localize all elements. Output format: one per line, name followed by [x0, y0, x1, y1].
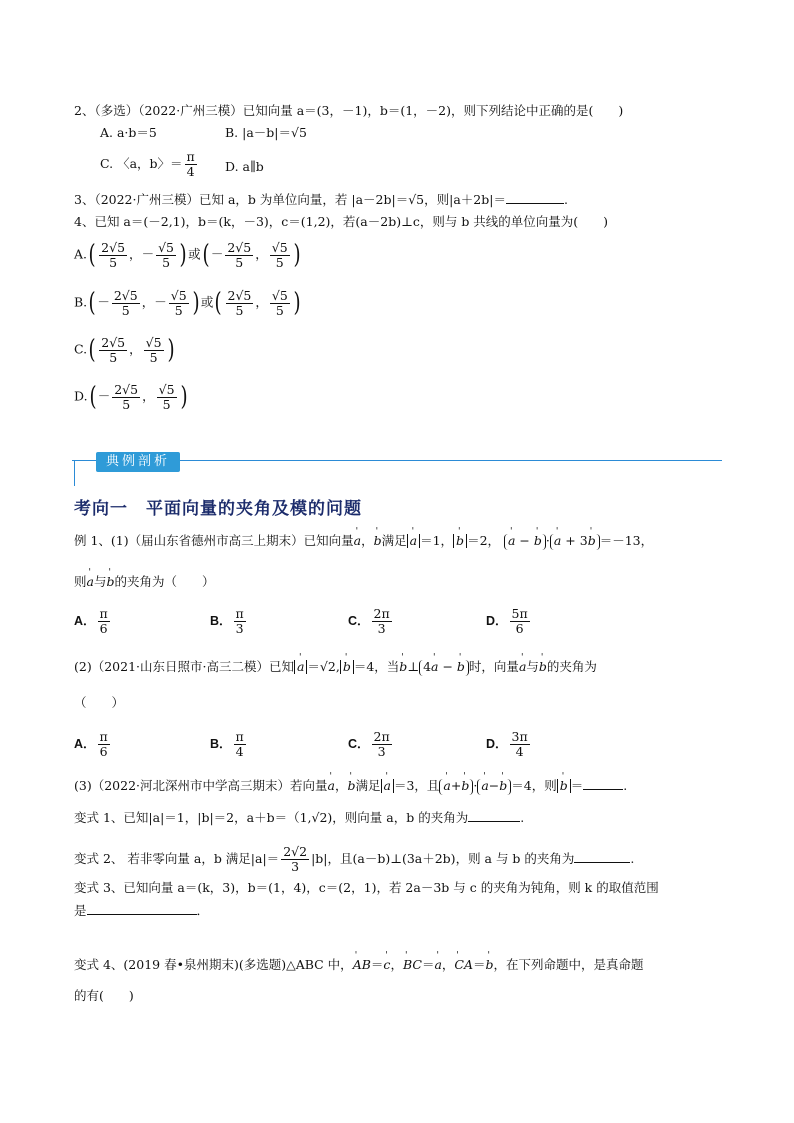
- option-label: C．: [348, 614, 370, 628]
- frac-num: π: [235, 606, 244, 621]
- text: ，: [334, 778, 348, 793]
- minus-sign: －: [97, 388, 111, 404]
- text: ＝: [421, 957, 435, 972]
- minus-sign: －: [141, 246, 155, 262]
- text: ＝3，且: [393, 778, 440, 793]
- variant-2-answer-blank[interactable]: [574, 850, 630, 863]
- option-label: B．: [210, 614, 232, 628]
- fraction: [98, 730, 110, 759]
- variant-3-line1: 变式 3、已知向量 a＝(k，3)，b＝(1，4)，c＝(2，1)，若 2a－3b 与 c 的夹角为钝角，则 k 的取值范围: [74, 880, 659, 895]
- text: 与: [526, 659, 539, 674]
- frac-den: 5: [122, 396, 131, 412]
- frac-num: √5: [158, 381, 175, 397]
- frac-den: 3: [377, 744, 386, 759]
- frac-num: √5: [145, 334, 162, 350]
- fraction: [98, 607, 110, 636]
- comma: ，: [142, 388, 155, 404]
- text: ＝－13，: [599, 533, 654, 548]
- vector-a: ' a: [410, 534, 417, 548]
- text: 是: [74, 903, 87, 918]
- frac-den: 5: [109, 349, 118, 365]
- frac-den: 5: [109, 254, 118, 270]
- option-label: A．: [74, 737, 96, 751]
- frac-den: 4: [235, 744, 244, 759]
- option-label: A．: [74, 614, 96, 628]
- q4-option-b: [74, 288, 302, 318]
- q2-option-c-text: C. 〈a，b〉＝: [100, 156, 183, 171]
- text: |b|，且(a－b)⊥(3a＋2b)，则 a 与 b 的夹角为: [311, 851, 575, 866]
- ex1-part1-line1: 例 1、(1)（届山东省德州市高三上期末）已知向量' a，' b满足' a ＝1，' b ＝2， ' a − ' b ·' a + 3' b ＝－13，: [74, 532, 653, 550]
- vector-b: ' b: [560, 779, 568, 793]
- frac-den: 6: [515, 621, 524, 636]
- fraction: [225, 241, 253, 270]
- fraction: [156, 241, 176, 270]
- frac-num: √5: [158, 239, 174, 255]
- q2-option-c-fraction: [185, 150, 197, 179]
- text: 例 1、(1)（届山东省德州市高三上期末）已知向量: [74, 533, 354, 548]
- ex1-part3: (3)（2022·河北深州市中学高三期末）若向量' a，' b满足' a ＝3，且' a+' b ·' a−' b ＝4，则' b ＝ .: [74, 777, 627, 795]
- vector-b: ' b: [486, 956, 494, 974]
- frac-den: 5: [235, 302, 244, 318]
- text: ＝√2,: [307, 659, 340, 674]
- ex1-part2-paren: （ ）: [74, 695, 125, 710]
- vector-b: ' b: [399, 658, 407, 676]
- text: 的夹角为: [546, 659, 597, 674]
- option-label: B.: [74, 294, 88, 310]
- fraction: [234, 730, 246, 759]
- q3-stem: [74, 191, 568, 209]
- fraction: [99, 241, 127, 270]
- minus-sign: －: [210, 246, 224, 262]
- fraction: [510, 607, 530, 636]
- variant-4-line1: 变式 4、(2019 春•泉州期末)(多选题)△ABC 中，' AB＝' c，' BC＝' a，' CA＝' b，在下列命题中，是真命题: [74, 956, 644, 974]
- or-text: 或: [188, 246, 201, 262]
- section-heading: 考向一 平面向量的夹角及模的问题: [74, 499, 362, 519]
- text: (2)（2021·山东日照市·高三二模）已知: [74, 659, 294, 674]
- text: 则: [74, 574, 87, 589]
- variant-1: 变式 1、已知|a|＝1，|b|＝2，a＋b＝（1,√2)，则向量 a，b 的夹角为 .: [74, 810, 525, 825]
- frac-den: 3: [235, 621, 244, 636]
- frac-den: 3: [291, 859, 300, 874]
- paren-close: [469, 779, 473, 795]
- text: 满足: [355, 778, 381, 793]
- frac-num: 2√2: [283, 844, 308, 859]
- fraction: [157, 383, 177, 412]
- paren-open: (: [214, 288, 222, 318]
- text: ＝: [570, 778, 584, 793]
- minus-sign: －: [154, 294, 167, 310]
- frac-den: 5: [149, 349, 158, 365]
- option-label: D.: [74, 388, 88, 404]
- q3-answer-blank[interactable]: [506, 191, 564, 204]
- vector-ab: ' AB: [353, 956, 371, 974]
- vector-a: ' a: [481, 777, 488, 795]
- option-label: B．: [210, 737, 232, 751]
- frac-den: 6: [99, 621, 108, 636]
- frac-den: 3: [377, 621, 386, 636]
- option-label: C．: [348, 737, 370, 751]
- frac-num: 2√5: [101, 239, 126, 255]
- comma: ，: [129, 246, 142, 262]
- vector-a: ' a: [328, 777, 335, 795]
- vector-b: ' b: [106, 573, 114, 591]
- variant-4-line2: 的有( ): [74, 988, 134, 1003]
- minus-sign: －: [97, 294, 110, 310]
- q4-option-d: [74, 382, 189, 412]
- vector-a: ' a: [384, 779, 391, 793]
- text: 变式 2、 若非零向量 a，b 满足|a|＝: [74, 851, 280, 866]
- text: 的夹角为（ ）: [114, 574, 215, 589]
- vector-b: ' b: [499, 777, 507, 795]
- vector-a: ' a: [297, 660, 304, 674]
- vector-a: ' a: [434, 956, 441, 974]
- vector-b: ' b: [457, 658, 465, 676]
- vector-a: ' a: [508, 532, 515, 550]
- text: ＝2，: [467, 533, 501, 548]
- ex1-part1-option-c: [348, 607, 394, 636]
- ex1-part2-line1: (2)（2021·山东日照市·高三二模）已知' a ＝√2,' b ＝4，当' b⊥ 4' a − ' b 时，向量' a与' b的夹角为: [74, 658, 597, 676]
- vector-b: ' b: [456, 534, 464, 548]
- fraction: [372, 607, 392, 636]
- vector-b: ' b: [343, 660, 351, 674]
- text: 时，向量: [468, 659, 519, 674]
- frac-num: 2√5: [101, 334, 126, 350]
- ex1-part2-option-c: [348, 730, 394, 759]
- paren-open: (: [88, 335, 96, 365]
- paren-close: ): [293, 288, 301, 318]
- paren-open: [419, 660, 423, 676]
- fraction: [112, 289, 140, 318]
- fraction: [234, 607, 246, 636]
- abs-a: [294, 660, 307, 674]
- text: ⊥: [407, 659, 420, 674]
- frac-num: π: [235, 729, 244, 744]
- frac-num: π: [99, 729, 108, 744]
- vector-b: ' b: [539, 658, 547, 676]
- text: 变式 1、已知|a|＝1，|b|＝2，a＋b＝（1,√2)，则向量 a，b 的夹角为: [74, 810, 469, 825]
- q2-option-c: [100, 150, 199, 179]
- vector-bc: ' BC: [403, 956, 422, 974]
- abs-b: [340, 660, 354, 674]
- frac-num: √5: [271, 239, 288, 255]
- fraction: [144, 336, 164, 365]
- text: ＝: [473, 957, 486, 972]
- or-text: 或: [200, 294, 214, 310]
- text: .: [623, 778, 628, 793]
- abs-b: [557, 779, 571, 793]
- frac-num: 2√5: [227, 287, 252, 303]
- frac-den: 4: [515, 744, 524, 759]
- ex1-part1-option-b: [210, 607, 248, 636]
- vector-b: ' b: [461, 777, 469, 795]
- abs-a: [407, 534, 420, 548]
- fraction: [226, 289, 254, 318]
- ex1-part1-option-a: [74, 607, 112, 636]
- q2-option-a: A. a·b＝5: [100, 125, 157, 140]
- vector-b: ' b: [374, 532, 382, 550]
- frac-num: 2√5: [113, 287, 138, 303]
- frac-num: 2π: [373, 606, 390, 621]
- frac-num: π: [99, 606, 108, 621]
- fraction: [372, 730, 392, 759]
- vector-ca: ' CA: [454, 956, 473, 974]
- fraction: [270, 289, 290, 318]
- ex1-part3-answer-blank[interactable]: [583, 777, 623, 790]
- q2-stem: 2、（多选）（2022·广州三模）已知向量 a＝(3，－1)，b＝(1，－2)，则下列结论中正确的是( ): [74, 103, 624, 118]
- text: 与: [93, 574, 107, 589]
- paren-close: ): [179, 240, 187, 270]
- option-label: A.: [74, 246, 88, 262]
- fraction: [99, 336, 127, 365]
- text: ，: [361, 533, 374, 548]
- frac-num: 2π: [373, 729, 390, 744]
- vector-b: ' b: [347, 777, 355, 795]
- q2-option-b: B. |a－b|＝√5: [225, 125, 307, 140]
- frac-den: 5: [162, 396, 171, 412]
- comma: ，: [255, 246, 268, 262]
- frac-den: 6: [99, 744, 108, 759]
- frac-den: 5: [275, 302, 284, 318]
- ex1-part2-option-d: [486, 730, 532, 759]
- text: 满足: [381, 533, 407, 548]
- q4-option-c: [74, 335, 176, 365]
- variant-3-answer-blank[interactable]: [87, 902, 197, 915]
- ex1-part1-line2: [74, 573, 215, 591]
- text: (3)（2022·河北深州市中学高三期末）若向量: [74, 778, 328, 793]
- frac-num: 3π: [511, 729, 528, 744]
- text: ，在下列命题中，是真命题: [493, 957, 644, 972]
- fraction: [510, 730, 530, 759]
- vector-a: ' a: [354, 532, 361, 550]
- comma: ，: [129, 341, 142, 357]
- frac-den: 5: [275, 254, 284, 270]
- option-label: D．: [486, 737, 508, 751]
- q2-option-d: D. a∥b: [225, 159, 264, 174]
- paren-close: ): [192, 288, 200, 318]
- text: 变式 4、(2019 春•泉州期末)(多选题)△ABC 中，: [74, 957, 353, 972]
- ex1-part1-option-d: [486, 607, 532, 636]
- section-banner: 典例剖析: [96, 452, 180, 472]
- paren-open: (: [88, 240, 96, 270]
- frac-num: π: [186, 149, 195, 164]
- frac-den: 5: [235, 254, 244, 270]
- frac-num: √5: [170, 287, 187, 303]
- variant-1-answer-blank[interactable]: [468, 809, 520, 822]
- paren-close: [542, 534, 546, 550]
- q4-stem: 4、已知 a＝(－2,1)，b＝(k，－3)，c＝(1,2)，若(a－2b)⊥c，则与 b 共线的单位向量为( ): [74, 214, 609, 229]
- text: ＝4，则: [511, 778, 557, 793]
- frac-num: 2√5: [114, 381, 139, 397]
- variant-2: 变式 2、 若非零向量 a，b 满足|a|＝ $\frac{2√2}{3}$ |b|，且(a－b)⊥(3a＋2b)，则 a 与 b 的夹角为 .: [74, 844, 635, 874]
- abs-b: [453, 534, 467, 548]
- fraction: [281, 845, 309, 874]
- paren-open: (: [89, 382, 97, 412]
- paren-close: ): [167, 335, 175, 365]
- q3-text: 3、（2022·广州三模）已知 a，b 为单位向量，若 |a－2b|＝√5，则|a＋2b|＝: [74, 192, 506, 207]
- paren-open: (: [202, 240, 210, 270]
- abs-a: [381, 779, 394, 793]
- paren-close: ): [180, 382, 188, 412]
- option-label: C.: [74, 341, 88, 357]
- fraction: [169, 289, 189, 318]
- vector-b: ' b: [588, 532, 596, 550]
- vector-a: ' a: [519, 658, 526, 676]
- ex1-part2-option-b: [210, 730, 248, 759]
- paren-open: (: [88, 288, 96, 318]
- frac-den: 5: [162, 254, 171, 270]
- comma: ，: [141, 294, 155, 310]
- fraction: [270, 241, 290, 270]
- fraction: [112, 383, 140, 412]
- frac-num: 2√5: [227, 239, 252, 255]
- vector-a: ' a: [87, 573, 94, 591]
- text: ＝1，: [420, 533, 454, 548]
- text: ＝: [370, 957, 384, 972]
- ex1-part2-option-a: [74, 730, 112, 759]
- vector-b: ' b: [534, 532, 542, 550]
- banner-bracket: [74, 460, 75, 486]
- option-label: D．: [486, 614, 508, 628]
- comma: ，: [255, 294, 268, 310]
- frac-num: 5π: [511, 606, 528, 621]
- frac-den: 4: [186, 164, 195, 179]
- paren-close: ): [293, 240, 301, 270]
- frac-den: 5: [121, 302, 130, 318]
- q3-end: .: [563, 192, 568, 207]
- text: ＝4，当: [353, 659, 400, 674]
- vector-a: ' a: [443, 777, 450, 795]
- frac-num: √5: [271, 287, 288, 303]
- frac-den: 5: [174, 302, 183, 318]
- vector-c: ' c: [383, 956, 390, 974]
- q4-option-a: [74, 240, 302, 270]
- variant-3-line2: 是 ．: [74, 903, 210, 918]
- vector-a: ' a: [554, 532, 561, 550]
- vector-a: ' a: [431, 658, 438, 676]
